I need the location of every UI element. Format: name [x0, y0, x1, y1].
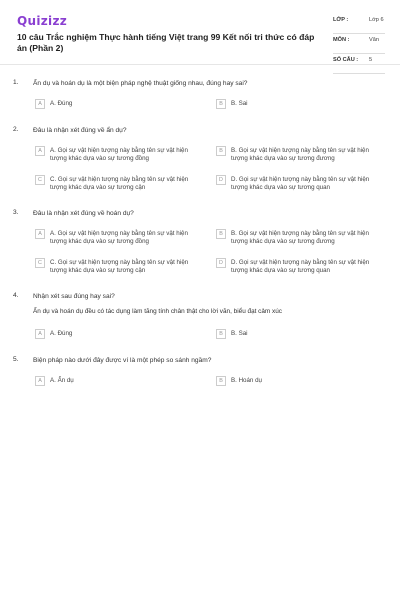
option-text: B. Hoán dụ: [231, 377, 262, 384]
option-key-box: C: [35, 258, 45, 268]
quizizz-logo: Quizizz: [17, 14, 68, 28]
option-key-box: A: [35, 329, 45, 339]
option-text: C. Gọi sự vật hiện tượng này bằng tên sự vật hiện tượng khác dựa vào sự tương cận: [50, 176, 189, 191]
question-text: Ẩn dụ và hoán dụ là một biện pháp nghệ thuật giống nhau, đúng hay sai?: [33, 80, 248, 87]
question-text: Đâu là nhận xét đúng về hoán dụ?: [33, 210, 134, 217]
meta-value: 5: [369, 57, 373, 63]
option-key-box: C: [35, 175, 45, 185]
option-text: D. Gọi sự vật hiện tượng này bằng tên sự vật hiện tượng khác dựa vào sự tương quan: [231, 176, 370, 191]
option-text: D. Gọi sự vật hiện tượng này bằng tên sự vật hiện tượng khác dựa vào sự tương quan: [231, 259, 370, 274]
question-number: 2.: [13, 126, 19, 133]
option-text: B. Sai: [231, 330, 248, 337]
question-text: Đâu là nhận xét đúng về ẩn dụ?: [33, 127, 127, 134]
option-text: A. Ẩn dụ: [50, 377, 74, 384]
option-key-box: B: [216, 229, 226, 239]
option-text: A. Đúng: [50, 330, 73, 337]
question-number: 5.: [13, 356, 19, 363]
option-text: B. Gọi sự vật hiện tượng này bằng tên sự vật hiện tượng khác dựa vào sự tương đương: [231, 230, 369, 245]
option-key-box: A: [35, 146, 45, 156]
header-divider: [0, 64, 400, 65]
option-text: B. Sai: [231, 100, 248, 107]
question-text: Biện pháp nào dưới đây được ví là một phép so sánh ngầm?: [33, 357, 212, 364]
meta-value: Văn: [369, 37, 379, 43]
question-statement: Ẩn dụ và hoán dụ đều có tác dụng làm tăng tính chân thật cho lời văn, biểu đạt cảm xúc: [33, 308, 282, 315]
meta-label: MÔN :: [333, 37, 350, 43]
page-title: 10 câu Trắc nghiệm Thực hành tiếng Việt trang 99 Kết nối tri thức có đáp án (Phần 2): [17, 32, 315, 53]
option-key-box: A: [35, 229, 45, 239]
option-text: A. Gọi sự vật hiện tượng này bằng tên sự vật hiện tượng khác dựa vào sự tương đồng: [50, 147, 188, 162]
option-key-box: A: [35, 99, 45, 109]
meta-label: LỚP :: [333, 17, 349, 23]
meta-label: SỐ CÂU :: [333, 57, 359, 63]
option-key-box: B: [216, 329, 226, 339]
option-key-box: D: [216, 175, 226, 185]
option-text: A. Đúng: [50, 100, 73, 107]
option-key-box: A: [35, 376, 45, 386]
question-number: 1.: [13, 79, 19, 86]
option-text: C. Gọi sự vật hiện tượng này bằng tên sự vật hiện tượng khác dựa vào sự tương cận: [50, 259, 189, 274]
question-number: 4.: [13, 292, 19, 299]
option-key-box: B: [216, 146, 226, 156]
option-key-box: D: [216, 258, 226, 268]
option-text: B. Gọi sự vật hiện tượng này bằng tên sự vật hiện tượng khác dựa vào sự tương đương: [231, 147, 369, 162]
meta-value: Lớp 6: [369, 17, 384, 23]
question-number: 3.: [13, 209, 19, 216]
option-key-box: B: [216, 376, 226, 386]
option-text: A. Gọi sự vật hiện tượng này bằng tên sự vật hiện tượng khác dựa vào sự tương đồng: [50, 230, 188, 245]
meta-panel: [333, 14, 385, 74]
option-key-box: B: [216, 99, 226, 109]
question-text: Nhận xét sau đúng hay sai?: [33, 293, 115, 300]
meta-row-class: [333, 14, 385, 34]
meta-row-subject: [333, 34, 385, 54]
